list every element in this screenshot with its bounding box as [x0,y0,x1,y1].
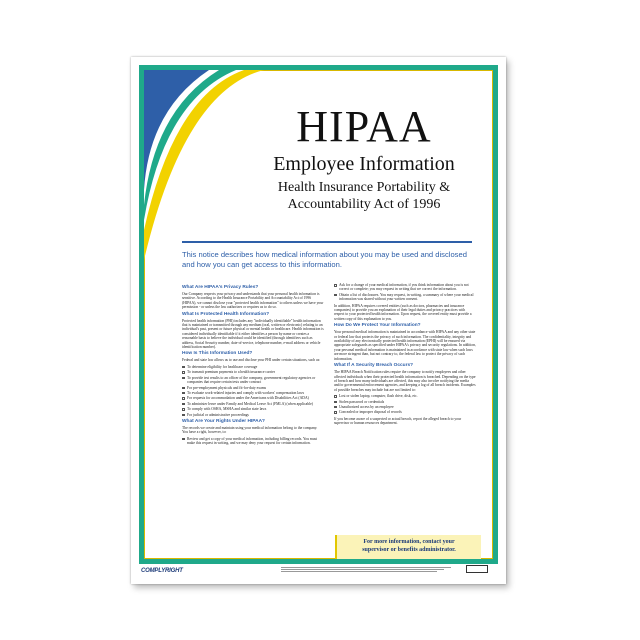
bullet-list [182,365,324,417]
bullet-list [182,437,324,446]
section-text: The records we create and maintain using your medical information belong to the company. You have a right, however, to: [182,425,318,435]
checkbox-icon [334,395,337,398]
list-item: For judicial or administrative proceedings [182,413,324,417]
checkbox-icon [182,366,185,369]
section-text: Our Company respects your privacy and understands that your personal health information is sensitive. According to the Health Insurance Portability and Accountability Act of 1996 (HIPAA), we cannot disclose your "protected health information" to others unless we have your permission - or unless the law authorizes or requires us to do so. [182,292,324,310]
section-heading: How Is This Information Used? [182,351,253,357]
act-name-line-2: Accountability Act of 1996 [287,197,441,212]
list-item: To determine eligibility for healthcare coverage [182,365,324,369]
checkbox-icon [182,408,185,411]
checkbox-icon [334,294,337,297]
section-text: If you become aware of a suspected or actual breach, report the alleged breach to your supervisor or human resources department. [334,416,462,426]
list-item: To transmit premium payments to a health insurance carrier [182,370,324,374]
checkbox-icon [182,392,185,395]
section-heading: What Is Protected Health Information? [182,311,270,317]
checkbox-icon [182,371,185,374]
list-item: Obtain a list of disclosures. You may request, in writing, a summary of where your medical information was shared without your written consent. [334,293,476,302]
list-item: To comply with OSHA, MSHA and similar state laws [182,407,324,411]
section-heading: What Are HIPAA's Privacy Rules? [182,285,259,290]
right-column [334,283,476,428]
contact-line-2: supervisor or benefits administrator. [362,547,456,553]
title-divider [182,241,472,243]
bullet-list [334,283,476,302]
section-heading: How Do We Protect Your Information? [334,323,421,329]
list-item: To provide test results to an officer of the company, government regulatory agencies or companies that require certain tests under contract [182,376,324,385]
poster-title: HIPAA [296,102,432,151]
section-text: Federal and state law allows us to use and disclose your PHI under certain situations, such as: [182,358,321,363]
list-item: Unauthorized access by an employee [334,405,476,409]
section-text: Your personal medical information is maintained in accordance with HIPAA and any other state or federal law that protects the privacy of such information. The confidentiality, integrity and availability of any electronically protected health information (EPHI) will be ensured via appropriate safeguards as specified under HIPAA's privacy and security regulations. In addition, your personal medical information is maintained in accordance with state law when such laws are more stringent than, but not contrary to, the federal law to protect the privacy of such information. [334,330,476,361]
checkbox-icon [334,401,337,404]
checkbox-icon [182,414,185,417]
list-item: For pre-employment physicals and fit-for-duty exams [182,386,324,390]
section-text: Protected health information (PHI) includes any "individually identifiable" health information that is maintained or transmitted through any medium (oral, written or electronic) relating to an individual's past, present or future physical or mental health or healthcare. Health information is considered individually identifiable if it either identifies a person by name or creates a reasonable basis to believe the individual could be identified (through identifiers such as address, Social Security number, date-of-service, telephone number, e-mail address or vehicle identification number). [182,318,324,350]
list-item: For requests for accommodation under the Americans with Disabilities Act (ADA) [182,396,324,400]
checkbox-icon [182,403,185,406]
list-item: Stolen password or credentials [334,400,476,404]
list-item: Review and get a copy of your medical information, including billing records. You must make this request in writing, and we may deny your request for certain information. [182,437,324,446]
brand-logo: COMPLYRIGHT [141,568,183,574]
list-item: Ask for a change of your medical information, if you think information about you is not correct or complete; you may request in writing that we correct the information. [334,283,476,292]
section-heading: What If A Security Breach Occurs? [334,363,414,369]
contact-callout [335,535,481,559]
left-column [182,283,324,448]
list-item: Concealed or improper disposal of records [334,410,476,414]
poster-subtitle: Employee Information [273,153,455,175]
section-text: In addition, HIPAA requires covered entities (such as doctors, pharmacies and insurance companies) to provide you an explanation of their legal duties and privacy practices with respect to your protected health information. Upon request, the covered entity must provide a written copy of this explanation to you. [334,303,472,321]
publisher-badge [466,565,488,573]
section-heading: What Are Your Rights Under HIPAA? [182,418,265,424]
checkbox-icon [182,377,185,380]
act-name-line-1: Health Insurance Portability & [277,180,451,195]
list-item: To administer leave under Family and Medical Leave Act (FMLA) (when applicable) [182,402,324,406]
body-columns [182,283,477,553]
poster-frame [139,65,498,564]
section-text: The HIPAA Breach Notification rules require the company to notify employees and other affected individuals when their protected health information is breached. Depending on the type of breach and how many individuals are affected, this may also involve notifying the media and/or governmental enforcement agencies, and keeping a log of all breach incidents. Examples of possible breaches may include but are not limited to: [334,370,476,392]
checkbox-icon [182,438,185,441]
checkbox-icon [182,397,185,400]
title-block [239,102,489,213]
checkbox-icon [334,406,337,409]
hipaa-poster [131,57,506,584]
checkbox-icon [334,411,337,414]
checkbox-icon [334,284,337,287]
contact-line-1: For more information, contact your [363,539,455,545]
list-item: To evaluate work-related injuries and comply with workers' compensation laws [182,391,324,395]
lead-notice: This notice describes how medical information about you may be used and disclosed and how you can get access to this information. [182,250,467,269]
bullet-list [334,394,476,415]
list-item: Lost or stolen laptop, computer, flash drive, disk, etc. [334,394,476,398]
checkbox-icon [182,387,185,390]
fine-print-lines [281,567,451,575]
